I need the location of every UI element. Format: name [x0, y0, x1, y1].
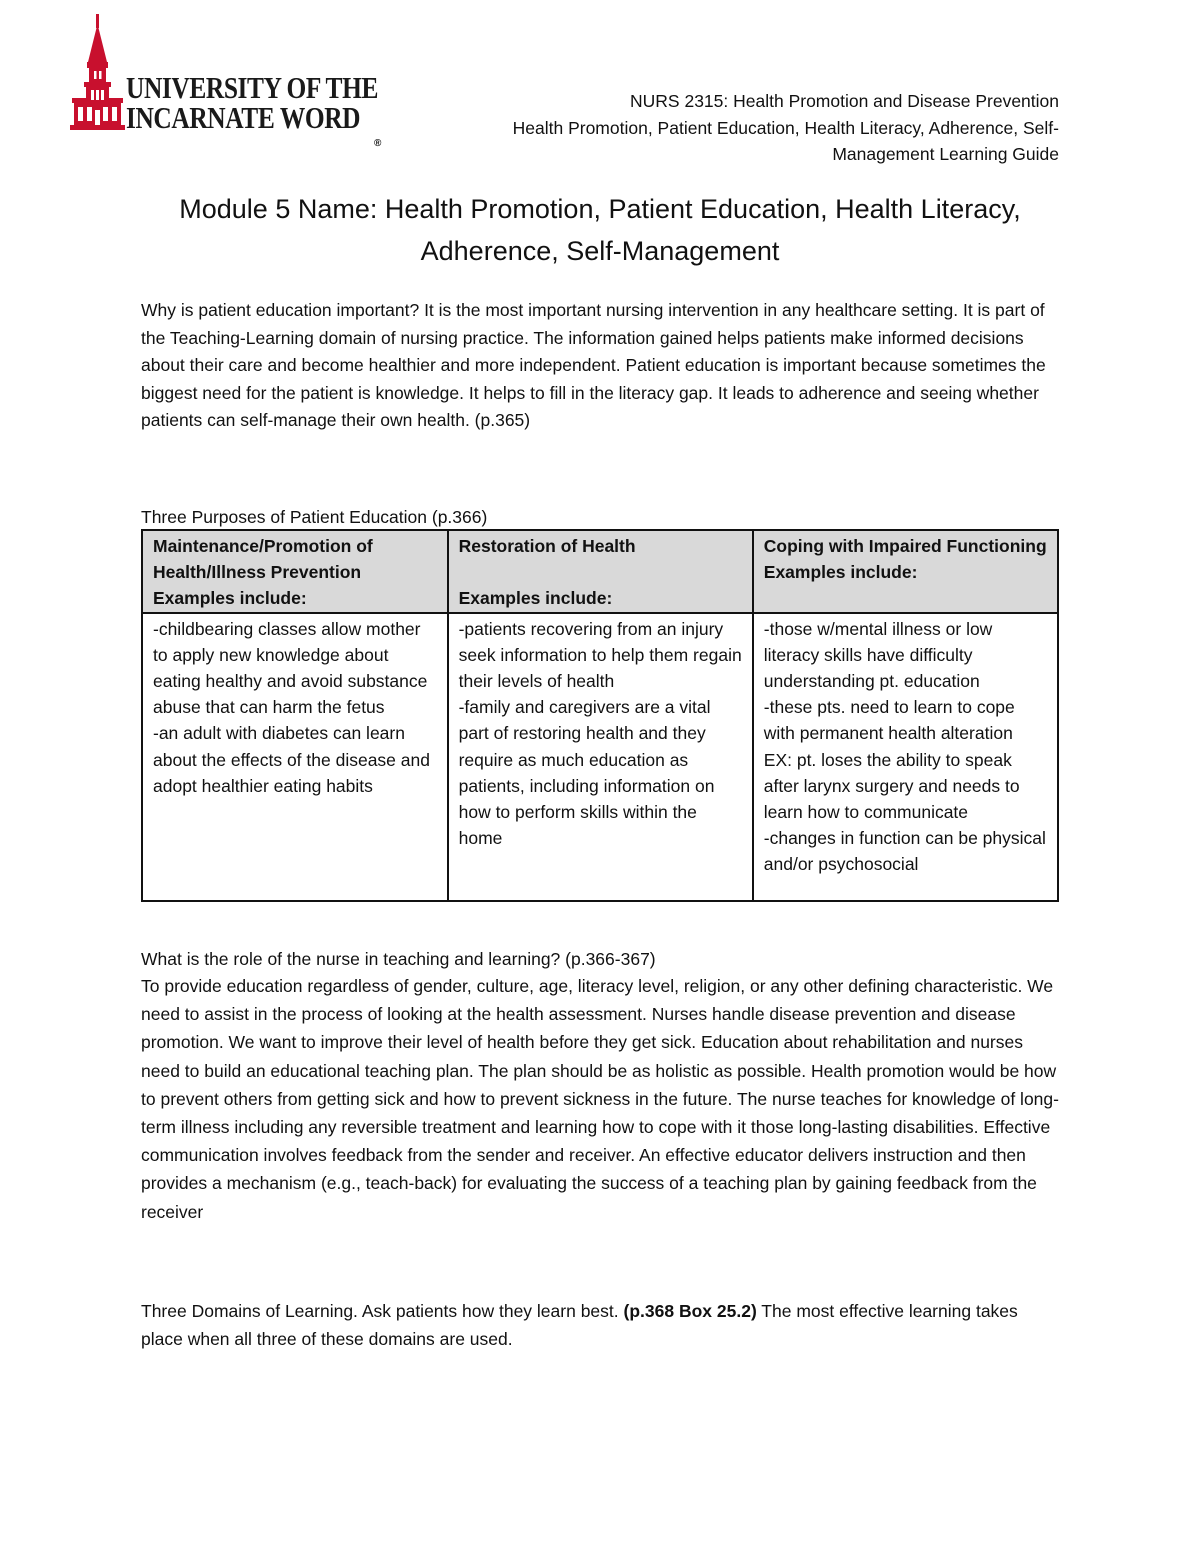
- header-maintenance: [142, 530, 448, 613]
- logo-line-1: UNIVERSITY OF THE: [126, 70, 378, 105]
- tower-emblem-icon: [68, 14, 128, 134]
- course-header-line: NURS 2315: Health Promotion and Disease Prevention: [630, 91, 1059, 111]
- purposes-table: [141, 529, 1059, 902]
- header-title: Coping with Impaired Functioning: [763, 536, 1047, 556]
- header-title: Restoration of Health: [458, 536, 636, 556]
- header-examples: Examples include:: [763, 562, 918, 583]
- domains-lead: Three Domains of Learning. Ask patients how they learn best.: [141, 1301, 619, 1321]
- table-cell: -patients recovering from an injury seek information to help them regain their levels of health -family and caregivers are a vital part of restoring health and they require as much education as patients, including information on how to perform skills within the home: [448, 613, 753, 901]
- course-header-line: Management Learning Guide: [832, 144, 1059, 164]
- title-line-1: Module 5 Name: Health Promotion, Patient Education, Health Literacy,: [179, 194, 1021, 224]
- table-header-row: [142, 530, 1058, 613]
- course-header-line: Health Promotion, Patient Education, Health Literacy, Adherence, Self-: [512, 117, 1059, 138]
- header-restoration: [448, 530, 753, 613]
- course-header: [359, 88, 1059, 168]
- logo-line-2: INCARNATE WORD: [126, 100, 361, 135]
- header-title: Maintenance/Promotion of Health/Illness Prevention: [153, 536, 373, 583]
- patient-education-importance-paragraph: Why is patient education important? It is the most important nursing intervention in any healthcare setting. It is part of the Teaching-Learning domain of nursing practice. The information gained helps patients make informed decisions about their care and become healthier and more independent. Patient education is important because sometimes the biggest need for the patient is knowledge. It helps to fill in the literacy gap. It leads to adherence and seeing whether patients can self-manage their own health. (p.365): [141, 300, 1046, 431]
- header-examples: Examples include:: [458, 588, 613, 609]
- nurse-role-question: What is the role of the nurse in teaching and learning? (p.366-367): [141, 949, 656, 969]
- registered-mark: ®: [374, 138, 382, 149]
- header-coping: [753, 530, 1058, 613]
- table-cell: -childbearing classes allow mother to apply new knowledge about eating healthy and avoid substance abuse that can harm the fetus -an adult with diabetes can learn about the effects of the disease and adopt healthier eating habits: [142, 613, 448, 901]
- domains-of-learning-paragraph: [141, 1298, 1061, 1353]
- domains-text: The most effective learning takes place when all three of these domains are used.: [141, 1301, 1018, 1349]
- nurse-role-paragraph: To provide education regardless of gender, culture, age, literacy level, religion, or any other defining characteristic. We need to assist in the process of looking at the health assessment. Nurses handle disease prevention and disease promotion. We want to improve their level of health before they get sick. Education about rehabilitation and nurses need to build an educational teaching plan. The plan should be as holistic as possible. Health promotion would be how to prevent others from getting sick and how to prevent sickness in the future. The nurse teaches for knowledge of long-term illness including any reversible treatment and learning how to cope with it those long-lasting disabilities. Effective communication involves feedback from the sender and receiver. An effective educator delivers instruction and then provides a mechanism (e.g., teach-back) for evaluating the success of a teaching plan by gaining feedback from the receiver: [141, 976, 1059, 1222]
- header-examples: Examples include:: [153, 588, 307, 609]
- table-row: [142, 613, 1058, 901]
- title-line-2: Adherence, Self-Management: [420, 236, 780, 266]
- domains-reference: (p.368 Box 25.2): [623, 1301, 757, 1321]
- table-caption: Three Purposes of Patient Education (p.366): [141, 507, 488, 527]
- university-logo: [68, 14, 398, 149]
- table-cell: -those w/mental illness or low literacy skills have difficulty understanding pt. education -these pts. need to learn to cope with permanent health alteration EX: pt. loses the ability to speak after larynx surgery and needs to learn how to communicate -changes in function can be physical and/or psychosocial: [753, 613, 1058, 901]
- page-title: [100, 188, 1100, 272]
